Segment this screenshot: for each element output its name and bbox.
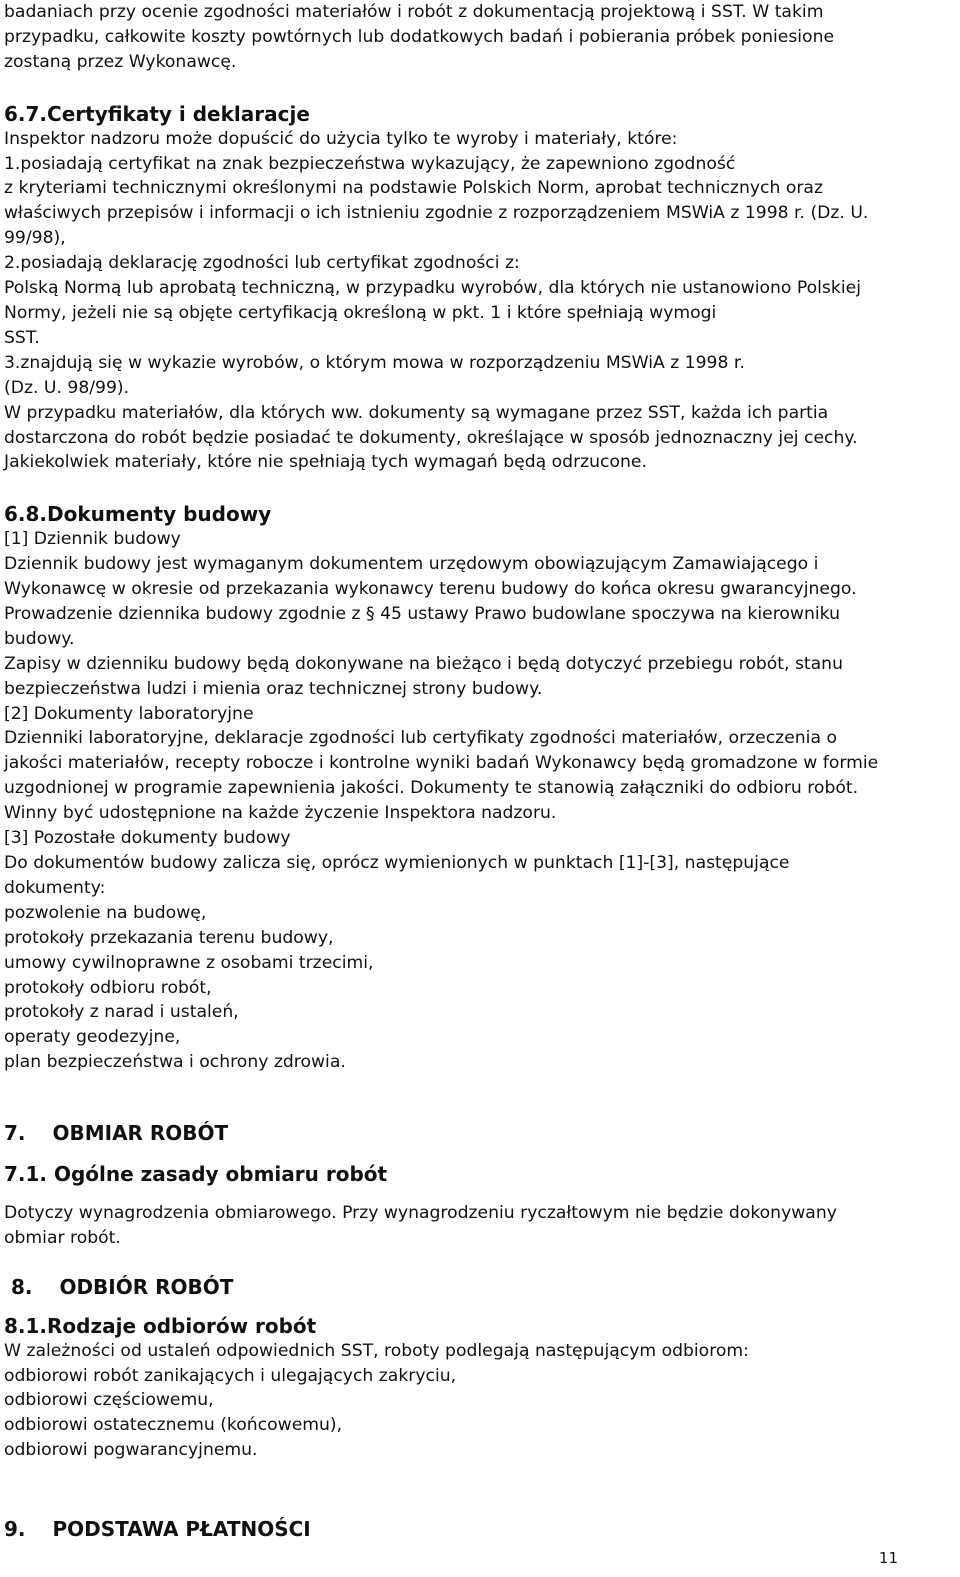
text-line: Wykonawcę w okresie od przekazania wykonawcy terenu budowy do końca okresu gwarancyjnego. <box>4 579 857 600</box>
heading-8-1: 8.1.Rodzaje odbiorów robót <box>4 1313 317 1338</box>
text-line: Jakiekolwiek materiały, które nie spełniają tych wymagań będą odrzucone. <box>4 452 647 473</box>
heading-6-8: 6.8.Dokumenty budowy <box>4 502 272 527</box>
text-line: (Dz. U. 98/99). <box>4 377 130 398</box>
text-line: umowy cywilnoprawne z osobami trzecimi, <box>4 952 374 973</box>
text-line: Prowadzenie dziennika budowy zgodnie z § 45 ustawy Prawo budowlane spoczywa na kierowniku <box>4 603 840 624</box>
text-line: uzgodnionej w programie zapewnienia jakości. Dokumenty te stanowią załączniki do odbioru robót. <box>4 778 859 799</box>
text-line: przypadku, całkowite koszty powtórnych lub dodatkowych badań i pobierania próbek poniesione <box>4 26 835 47</box>
paragraph-block-e <box>4 1339 954 1464</box>
text-line: plan bezpieczeństwa i ochrony zdrowia. <box>4 1052 346 1073</box>
paragraph-block-b <box>4 127 954 476</box>
text-line: 2.posiadają deklarację zgodności lub certyfikat zgodności z: <box>4 253 520 274</box>
text-line: odbiorowi pogwarancyjnemu. <box>4 1440 258 1461</box>
heading-9: 9. PODSTAWA PŁATNOŚCI <box>4 1517 311 1542</box>
page-number: 11 <box>878 1549 898 1568</box>
text-line: 99/98), <box>4 228 66 249</box>
text-line: Polską Normą lub aprobatą techniczną, w przypadku wyrobów, dla których nie ustanowiono Polskiej <box>4 278 861 299</box>
text-line: W zależności od ustaleń odpowiednich SST, roboty podlegają następującym odbiorom: <box>4 1340 749 1361</box>
text-line: operaty geodezyjne, <box>4 1027 181 1048</box>
text-line: odbiorowi ostatecznemu (końcowemu), <box>4 1415 343 1436</box>
text-line: 3.znajdują się w wykazie wyrobów, o którym mowa w rozporządzeniu MSWiA z 1998 r. <box>4 352 745 373</box>
text-line: [2] Dokumenty laboratoryjne <box>4 703 254 724</box>
paragraph-block-a <box>4 0 954 75</box>
paragraph-block-d <box>4 1201 954 1251</box>
document-page <box>4 0 954 1542</box>
text-line: właściwych przepisów i informacji o ich istnieniu zgodnie z rozporządzeniem MSWiA z 1998 r. (Dz. U. <box>4 203 869 224</box>
text-line: Inspektor nadzoru może dopuścić do użycia tylko te wyroby i materiały, które: <box>4 128 678 149</box>
text-line: protokoły odbioru robót, <box>4 977 212 998</box>
heading-8: 8. ODBIÓR ROBÓT <box>4 1274 234 1299</box>
text-line: odbiorowi robót zanikających i ulegających zakryciu, <box>4 1365 457 1386</box>
heading-7: 7. OBMIAR ROBÓT <box>4 1121 229 1146</box>
paragraph-block-c <box>4 527 954 1075</box>
text-line: Normy, jeżeli nie są objęte certyfikacją określoną w pkt. 1 i które spełniają wymogi <box>4 302 717 323</box>
text-line: Zapisy w dzienniku budowy będą dokonywane na bieżąco i będą dotyczyć przebiegu robót, stanu <box>4 653 843 674</box>
text-line: Dziennik budowy jest wymaganym dokumentem urzędowym obowiązującym Zamawiającego i <box>4 554 819 575</box>
text-line: budowy. <box>4 628 75 649</box>
text-line: Dotyczy wynagrodzenia obmiarowego. Przy wynagrodzeniu ryczałtowym nie będzie dokonywany <box>4 1202 837 1223</box>
heading-7-1: 7.1. Ogólne zasady obmiaru robót <box>4 1162 388 1187</box>
text-line: [3] Pozostałe dokumenty budowy <box>4 828 291 849</box>
text-line: [1] Dziennik budowy <box>4 529 181 550</box>
text-line: Dzienniki laboratoryjne, deklaracje zgodności lub certyfikaty zgodności materiałów, orzeczenia o <box>4 728 837 749</box>
text-line: protokoły przekazania terenu budowy, <box>4 927 334 948</box>
text-line: dostarczona do robót będzie posiadać te dokumenty, określające w sposób jednoznaczny jej cechy. <box>4 427 858 448</box>
text-line: Do dokumentów budowy zalicza się, oprócz wymienionych w punktach [1]-[3], następujące <box>4 853 790 873</box>
text-line: bezpieczeństwa ludzi i mienia oraz technicznej strony budowy. <box>4 678 543 699</box>
text-line: obmiar robót. <box>4 1227 121 1248</box>
text-line: z kryteriami technicznymi określonymi na podstawie Polskich Norm, aprobat technicznych oraz <box>4 178 823 199</box>
text-line: badaniach przy ocenie zgodności materiałów i robót z dokumentacją projektową i SST. W takim <box>4 2 824 22</box>
text-line: jakości materiałów, recepty robocze i kontrolne wyniki badań Wykonawcy będą gromadzone w formie <box>4 753 879 774</box>
text-line: protokoły z narad i ustaleń, <box>4 1002 239 1023</box>
text-line: SST. <box>4 327 40 348</box>
text-line: zostaną przez Wykonawcę. <box>4 51 237 72</box>
text-line: dokumenty: <box>4 877 106 898</box>
text-line: 1.posiadają certyfikat na znak bezpieczeństwa wykazujący, że zapewniono zgodność <box>4 153 736 174</box>
text-line: odbiorowi częściowemu, <box>4 1390 214 1411</box>
text-line: Winny być udostępnione na każde życzenie Inspektora nadzoru. <box>4 803 557 824</box>
text-line: pozwolenie na budowę, <box>4 902 207 923</box>
text-line: W przypadku materiałów, dla których ww. dokumenty są wymagane przez SST, każda ich partia <box>4 402 829 423</box>
heading-6-7: 6.7.Certyfikaty i deklaracje <box>4 101 310 126</box>
